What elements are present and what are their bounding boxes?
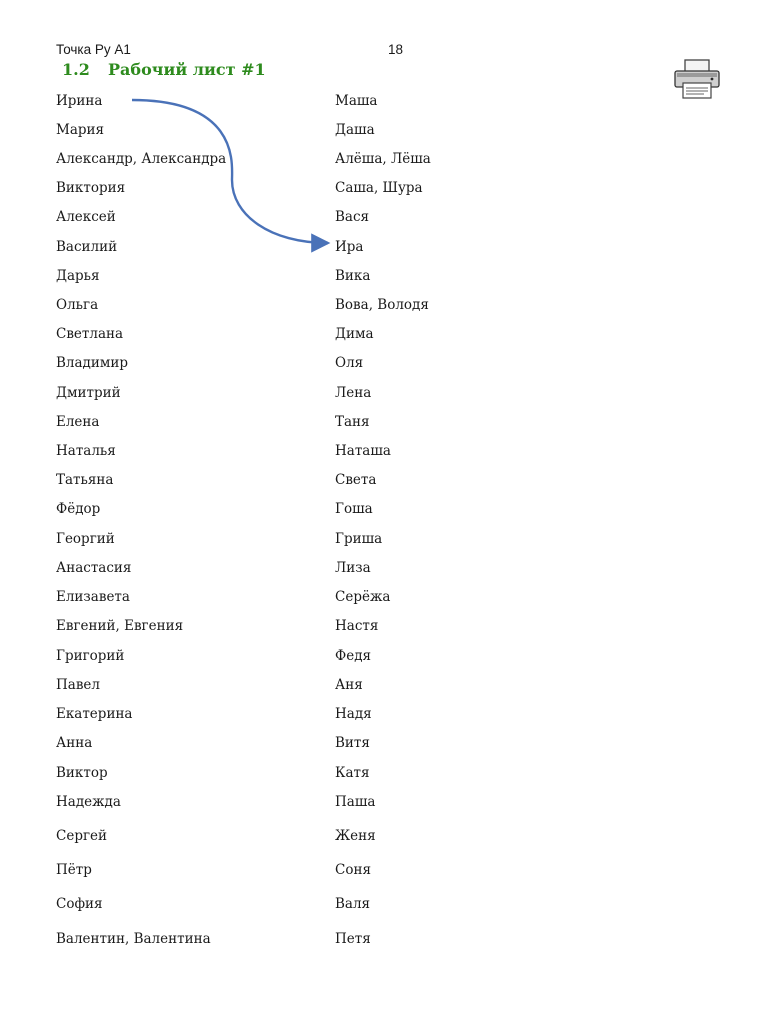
short-name: Света	[335, 472, 377, 488]
full-name: Алексей	[56, 209, 116, 225]
name-pair-row	[0, 294, 768, 316]
full-name: Валентин, Валентина	[56, 931, 211, 947]
short-name: Гоша	[335, 501, 373, 517]
short-name: Соня	[335, 862, 371, 878]
name-pair-row	[0, 236, 768, 258]
short-name: Наташа	[335, 443, 391, 459]
name-pair-row	[0, 859, 768, 881]
full-name: София	[56, 896, 103, 912]
course-title: Точка Ру А1	[56, 42, 131, 57]
name-pair-row	[0, 825, 768, 847]
full-name: Наталья	[56, 443, 116, 459]
full-name: Сергей	[56, 828, 108, 844]
full-name: Владимир	[56, 355, 128, 371]
full-name: Татьяна	[56, 472, 114, 488]
full-name: Надежда	[56, 794, 121, 810]
full-name: Мария	[56, 122, 105, 138]
short-name: Надя	[335, 706, 372, 722]
name-pair-row	[0, 586, 768, 608]
name-pair-row	[0, 703, 768, 725]
short-name: Вася	[335, 209, 370, 225]
full-name: Василий	[56, 239, 118, 255]
short-name: Аня	[335, 677, 363, 693]
full-name: Екатерина	[56, 706, 133, 722]
name-pair-row	[0, 440, 768, 462]
name-pair-row	[0, 469, 768, 491]
name-pair-row	[0, 645, 768, 667]
full-name: Ирина	[56, 93, 103, 109]
full-name: Георгий	[56, 531, 115, 547]
short-name: Витя	[335, 735, 370, 751]
name-pair-row	[0, 732, 768, 754]
name-pair-row	[0, 498, 768, 520]
short-name: Настя	[335, 618, 379, 634]
full-name: Светлана	[56, 326, 124, 342]
short-name: Женя	[335, 828, 376, 844]
name-pair-row	[0, 615, 768, 637]
short-name: Лена	[335, 385, 372, 401]
full-name: Дмитрий	[56, 385, 121, 401]
short-name: Ира	[335, 239, 364, 255]
name-pair-row	[0, 893, 768, 915]
short-name: Оля	[335, 355, 364, 371]
short-name: Вова, Володя	[335, 297, 429, 313]
name-pair-row	[0, 411, 768, 433]
full-name: Елизавета	[56, 589, 130, 605]
name-pair-row	[0, 928, 768, 950]
full-name: Виктория	[56, 180, 126, 196]
short-name: Дима	[335, 326, 374, 342]
short-name: Даша	[335, 122, 375, 138]
short-name: Серёжа	[335, 589, 391, 605]
section-title: Рабочий лист #1	[108, 60, 266, 79]
name-pair-row	[0, 90, 768, 112]
short-name: Лиза	[335, 560, 371, 576]
full-name: Виктор	[56, 765, 108, 781]
name-pair-row	[0, 206, 768, 228]
short-name: Валя	[335, 896, 371, 912]
short-name: Федя	[335, 648, 372, 664]
full-name: Дарья	[56, 268, 100, 284]
full-name: Григорий	[56, 648, 125, 664]
name-pair-row	[0, 382, 768, 404]
full-name: Фёдор	[56, 501, 101, 517]
short-name: Паша	[335, 794, 376, 810]
name-pair-row	[0, 352, 768, 374]
short-name: Саша, Шура	[335, 180, 423, 196]
name-pair-row	[0, 791, 768, 813]
short-name: Маша	[335, 93, 378, 109]
full-name: Ольга	[56, 297, 99, 313]
full-name: Елена	[56, 414, 100, 430]
name-pair-row	[0, 119, 768, 141]
section-heading	[62, 60, 266, 79]
name-pair-row	[0, 762, 768, 784]
page-number: 18	[388, 42, 404, 57]
full-name: Евгений, Евгения	[56, 618, 184, 634]
short-name: Таня	[335, 414, 370, 430]
name-pair-row	[0, 177, 768, 199]
section-number: 1.2	[62, 60, 90, 79]
short-name: Алёша, Лёша	[335, 151, 431, 167]
name-pair-row	[0, 557, 768, 579]
full-name: Пётр	[56, 862, 92, 878]
name-pair-row	[0, 323, 768, 345]
name-pair-row	[0, 265, 768, 287]
short-name: Вика	[335, 268, 371, 284]
short-name: Петя	[335, 931, 371, 947]
short-name: Катя	[335, 765, 370, 781]
name-pair-row	[0, 148, 768, 170]
name-pair-row	[0, 674, 768, 696]
name-pair-row	[0, 528, 768, 550]
short-name: Гриша	[335, 531, 383, 547]
full-name: Павел	[56, 677, 100, 693]
full-name: Анна	[56, 735, 93, 751]
full-name: Александр, Александра	[56, 151, 227, 167]
full-name: Анастасия	[56, 560, 132, 576]
